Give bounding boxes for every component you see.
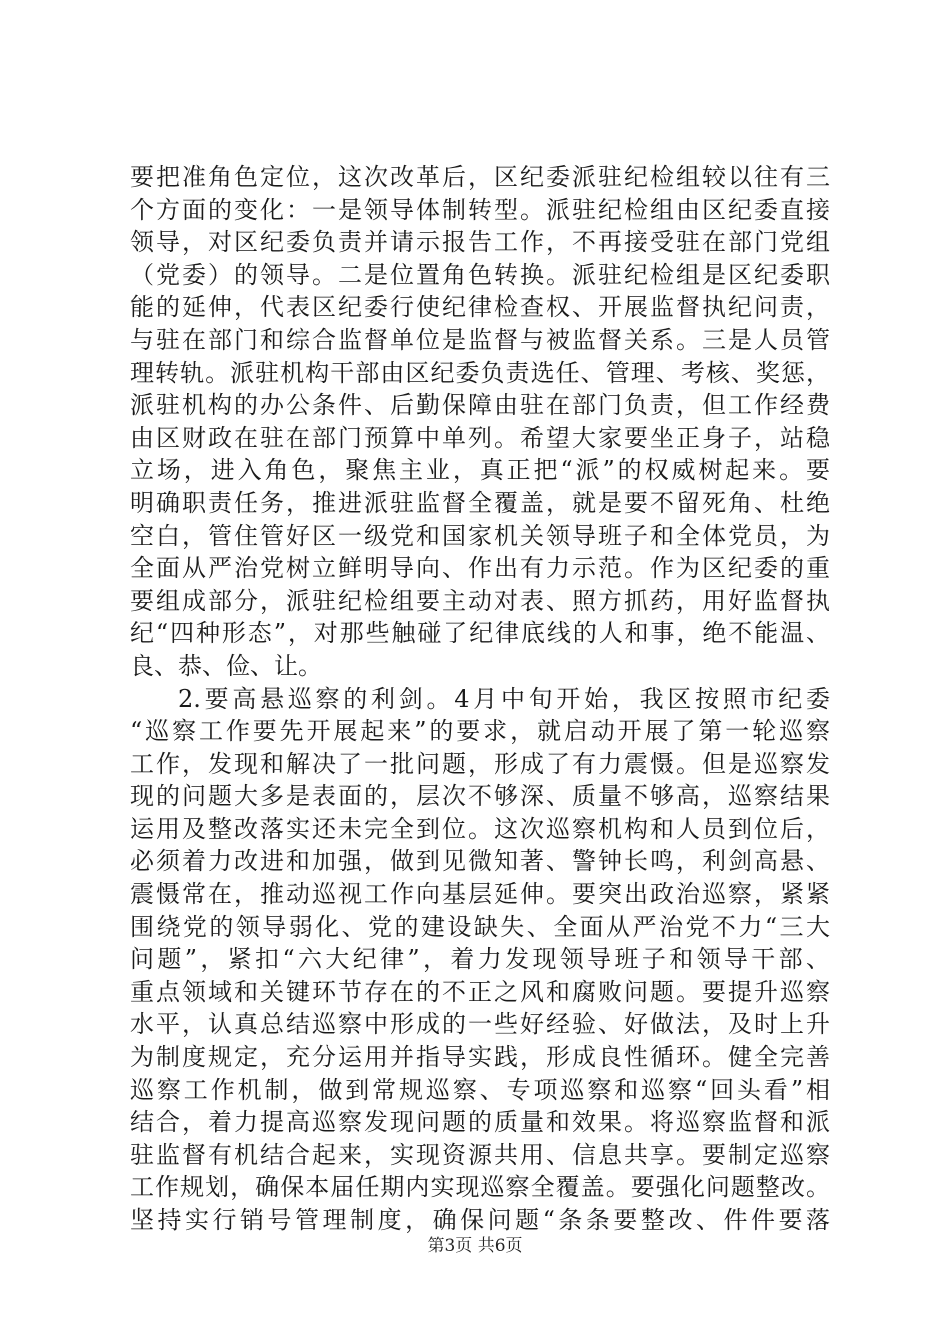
text-line: 派驻机构的办公条件、后勤保障由驻在部门负责，但工作经费 [130,391,830,420]
text-line: 工作规划，确保本届任期内实现巡察全覆盖。要强化问题整改。 [130,1173,830,1202]
section-heading-line: 2.要高悬巡察的利剑。4月中旬开始，我区按照市纪委 [178,684,830,713]
text-line: 与驻在部门和综合监督单位是监督与被监督关系。三是人员管 [130,325,830,354]
text-line: “巡察工作要先开展起来”的要求，就启动开展了第一轮巡察 [130,717,830,746]
text-line: 个方面的变化：一是领导体制转型。派驻纪检组由区纪委直接 [130,195,830,224]
text-line: 现的问题大多是表面的，层次不够深、质量不够高，巡察结果 [130,782,830,811]
paragraph-end-line: 良、恭、俭、让。 [130,651,322,680]
text-line: 能的延伸，代表区纪委行使纪律检查权、开展监督执纪问责， [130,293,830,322]
text-line: 巡察工作机制，做到常规巡察、专项巡察和巡察“回头看”相 [130,1075,830,1104]
text-line: 纪“四种形态”，对那些触碰了纪律底线的人和事，绝不能温、 [130,619,830,648]
document-body [130,161,830,1237]
text-line: 要组成部分，派驻纪检组要主动对表、照方抓药，用好监督执 [130,586,830,615]
text-line: 由区财政在驻在部门预算中单列。希望大家要坐正身子，站稳 [130,423,830,452]
text-line: 重点领域和关键环节存在的不正之风和腐败问题。要提升巡察 [130,977,830,1006]
text-line: 立场，进入角色，聚焦主业，真正把“派”的权威树起来。要 [130,456,830,485]
text-line: 坚持实行销号管理制度，确保问题“条条要整改、件件要落 [130,1206,830,1234]
text-line: 全面从严治党树立鲜明导向、作出有力示范。作为区纪委的重 [130,554,830,583]
page-number-footer: 第3页 共6页 [427,1236,523,1256]
text-line: 震慑常在，推动巡视工作向基层延伸。要突出政治巡察，紧紧 [130,880,830,909]
text-line: 结合，着力提高巡察发现问题的质量和效果。将巡察监督和派 [130,1108,830,1137]
text-line: （党委）的领导。二是位置角色转换。派驻纪检组是区纪委职 [130,260,830,289]
text-line: 为制度规定，充分运用并指导实践，形成良性循环。健全完善 [130,1043,830,1072]
text-line: 必须着力改进和加强，做到见微知著、警钟长鸣，利剑高悬、 [130,847,830,876]
text-line: 明确职责任务，推进派驻监督全覆盖，就是要不留死角、杜绝 [130,488,830,517]
text-line: 问题”，紧扣“六大纪律”，着力发现领导班子和领导干部、 [130,945,830,974]
text-line: 驻监督有机结合起来，实现资源共用、信息共享。要制定巡察 [130,1140,830,1169]
text-line: 要把准角色定位，这次改革后，区纪委派驻纪检组较以往有三 [130,163,830,191]
text-line: 领导，对区纪委负责并请示报告工作，不再接受驻在部门党组 [130,228,830,257]
text-line: 运用及整改落实还未完全到位。这次巡察机构和人员到位后， [130,814,830,843]
text-line: 围绕党的领导弱化、党的建设缺失、全面从严治党不力“三大 [130,912,830,941]
text-line: 水平，认真总结巡察中形成的一些好经验、好做法，及时上升 [130,1010,830,1039]
text-line: 空白，管住管好区一级党和国家机关领导班子和全体党员，为 [130,521,830,550]
text-line: 理转轨。派驻机构干部由区纪委负责选任、管理、考核、奖惩， [130,358,830,387]
text-line: 工作，发现和解决了一批问题，形成了有力震慑。但是巡察发 [130,749,830,778]
